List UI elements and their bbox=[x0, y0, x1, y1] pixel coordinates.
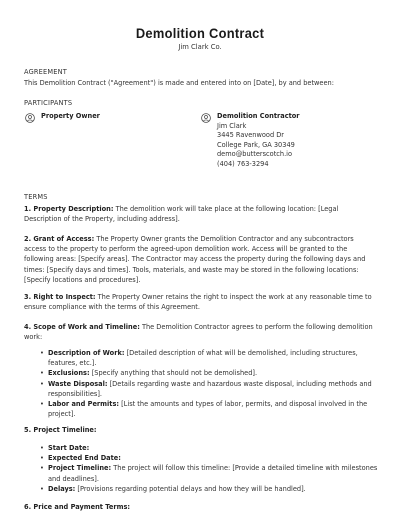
contractor-street: 3445 Ravenwood Dr bbox=[217, 131, 285, 140]
term-grant-of-access bbox=[24, 234, 376, 285]
contractor-block bbox=[217, 112, 300, 170]
term-right-to-inspect bbox=[24, 292, 376, 312]
term-text: The demolition work will take place at the following location: [Legal Description of the Property, including address]. bbox=[24, 205, 339, 224]
contractor-name: Demolition Contractor bbox=[217, 112, 300, 120]
document-title: Demolition Contract bbox=[135, 25, 265, 41]
list-item: • Description of Work: [Detailed description of what will be demolished, including structures, features, etc.]. bbox=[48, 348, 378, 368]
list-item: • Waste Disposal: [Details regarding waste and hazardous waste disposal, including methods and responsibilities]. bbox=[48, 379, 378, 399]
list-item: • Exclusions: [Specify anything that should not be demolished]. bbox=[48, 368, 378, 378]
term-heading: 3. Right to Inspect: bbox=[24, 293, 96, 301]
contractor-city: College Park, GA 30349 bbox=[217, 140, 295, 149]
term-property-description bbox=[24, 204, 376, 224]
term-heading: 4. Scope of Work and Timeline: bbox=[24, 323, 140, 331]
participants-label: PARTICIPANTS bbox=[24, 99, 73, 107]
owner-block bbox=[41, 112, 100, 122]
term-text: The Property Owner grants the Demolition Contractor and any subcontractors access to the property to perform the agreed-upon demolition work. Access will be granted to the following areas: [Specify areas]. The Contractor may access the property during the following days and times: [Specify days and times]. Tools, materials, and waste may be stored in the following locations: [Specify locations and procedures]. bbox=[24, 235, 366, 284]
terms-label: TERMS bbox=[24, 193, 48, 201]
contractor-email: demo@butterscotch.io bbox=[217, 150, 293, 159]
term-project-timeline bbox=[24, 425, 376, 435]
term-heading: 2. Grant of Access: bbox=[24, 235, 95, 243]
agreement-label: AGREEMENT bbox=[24, 68, 68, 76]
list-item: • Expected End Date: bbox=[48, 453, 378, 463]
term-text: The Demolition Contractor agrees to perform the following demolition work: bbox=[24, 323, 373, 342]
term-price-and-payment bbox=[24, 502, 376, 512]
list-item: • Start Date: bbox=[48, 443, 378, 453]
term-scope-of-work bbox=[24, 322, 376, 342]
timeline-bullet-list bbox=[40, 443, 378, 494]
term-heading: 6. Price and Payment Terms: bbox=[24, 503, 131, 511]
contractor-person: Jim Clark bbox=[217, 121, 247, 130]
document-subtitle: Jim Clark Co. bbox=[178, 43, 222, 51]
term-text: The Property Owner retains the right to inspect the work at any reasonable time to ensure compliance with the terms of this Agreement. bbox=[24, 293, 372, 312]
term-heading: 5. Project Timeline: bbox=[24, 426, 97, 434]
agreement-text: This Demolition Contract ("Agreement") is made and entered into on [Date], by and between: bbox=[24, 79, 334, 87]
person-icon bbox=[25, 113, 35, 123]
person-icon bbox=[201, 113, 211, 123]
list-item: • Labor and Permits: [List the amounts and types of labor, permits, and disposal involved in the project]. bbox=[48, 399, 378, 419]
contractor-phone: (404) 763-3294 bbox=[217, 159, 269, 168]
list-item: • Delays: [Provisions regarding potential delays and how they will be handled]. bbox=[48, 484, 378, 494]
list-item: • Project Timeline: The project will follow this timeline: [Provide a detailed timeline with milestones and deadlines]. bbox=[48, 463, 378, 483]
owner-name: Property Owner bbox=[41, 112, 100, 120]
scope-bullet-list bbox=[40, 348, 378, 419]
term-heading: 1. Property Description: bbox=[24, 205, 114, 213]
